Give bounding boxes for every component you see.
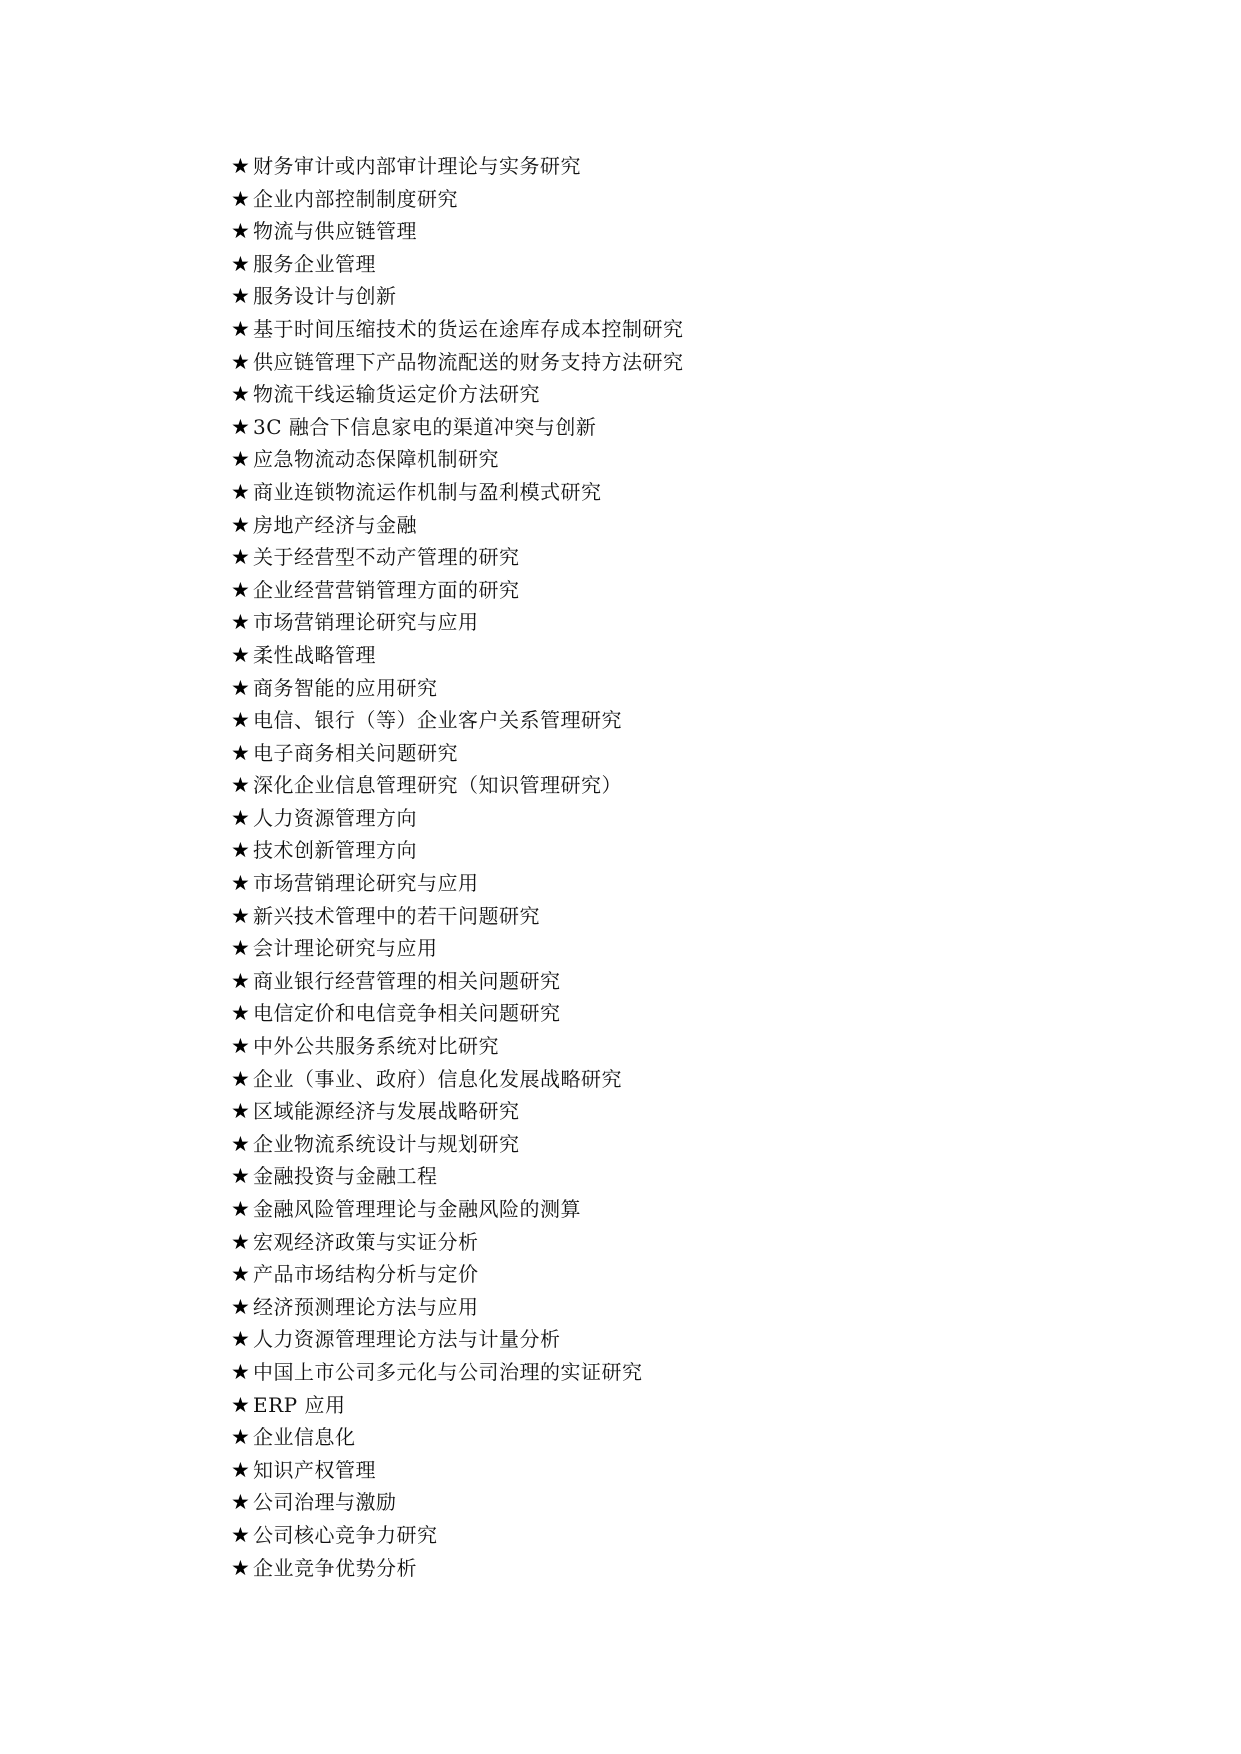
topic-text: 市场营销理论研究与应用 (253, 610, 479, 635)
star-icon: ★ (231, 479, 250, 504)
list-item (231, 476, 684, 509)
star-icon: ★ (231, 805, 250, 830)
list-item (231, 378, 684, 411)
star-icon: ★ (231, 545, 250, 570)
list-item (231, 150, 684, 183)
topic-text: 商务智能的应用研究 (253, 675, 438, 700)
topic-text: 服务设计与创新 (253, 284, 397, 309)
topic-text: 区域能源经济与发展战略研究 (253, 1099, 520, 1124)
star-icon: ★ (231, 740, 250, 765)
list-item (231, 346, 684, 379)
list-item (231, 1519, 684, 1552)
star-icon: ★ (231, 1294, 250, 1319)
star-icon: ★ (231, 1425, 250, 1450)
topic-text: 深化企业信息管理研究（知识管理研究） (253, 773, 622, 798)
list-item (231, 737, 684, 770)
list-item (231, 1063, 684, 1096)
list-item (231, 997, 684, 1030)
list-item (231, 280, 684, 313)
topic-text: 企业信息化 (253, 1425, 356, 1450)
star-icon: ★ (231, 903, 250, 928)
list-item (231, 1291, 684, 1324)
star-icon: ★ (231, 219, 250, 244)
star-icon: ★ (231, 1197, 250, 1221)
topic-text: 电信、银行（等）企业客户关系管理研究 (253, 708, 622, 733)
topic-text: 3C 融合下信息家电的渠道冲突与创新 (253, 414, 597, 439)
star-icon: ★ (231, 968, 250, 993)
star-icon: ★ (231, 773, 250, 798)
list-item (231, 1193, 684, 1226)
topic-text: 企业物流系统设计与规划研究 (253, 1131, 520, 1156)
list-item (231, 769, 684, 802)
list-item (231, 1160, 684, 1193)
star-icon: ★ (231, 284, 250, 309)
list-item (231, 313, 684, 346)
list-item (231, 1226, 684, 1259)
list-item (231, 1095, 684, 1128)
list-item (231, 1552, 684, 1585)
list-item (231, 639, 684, 672)
topic-text: 经济预测理论方法与应用 (253, 1294, 479, 1319)
star-icon: ★ (231, 642, 250, 667)
star-icon: ★ (231, 186, 250, 211)
topic-text: 宏观经济政策与实证分析 (253, 1229, 479, 1254)
star-icon: ★ (231, 871, 250, 896)
star-icon: ★ (231, 382, 250, 407)
topic-text: 企业竞争优势分析 (253, 1555, 417, 1580)
list-item (231, 443, 684, 476)
topic-text: 供应链管理下产品物流配送的财务支持方法研究 (253, 349, 684, 374)
topic-text: 金融风险管理理论与金融风险的测算 (253, 1197, 581, 1221)
list-item (231, 802, 684, 835)
list-item (231, 1421, 684, 1454)
star-icon: ★ (231, 154, 250, 178)
star-icon: ★ (231, 1229, 250, 1254)
topic-text: 财务审计或内部审计理论与实务研究 (253, 154, 581, 178)
list-item (231, 411, 684, 444)
star-icon: ★ (231, 1131, 250, 1156)
topic-text: ERP 应用 (253, 1392, 346, 1417)
topic-text: 产品市场结构分析与定价 (253, 1262, 479, 1287)
list-item (231, 509, 684, 542)
list-item (231, 1030, 684, 1063)
topic-text: 技术创新管理方向 (253, 838, 417, 863)
star-icon: ★ (231, 414, 250, 439)
list-item (231, 965, 684, 998)
list-item (231, 606, 684, 639)
list-item (231, 1389, 684, 1422)
list-item (231, 932, 684, 965)
list-item (231, 541, 684, 574)
topic-text: 企业内部控制制度研究 (253, 186, 458, 211)
list-item (231, 215, 684, 248)
list-item (231, 704, 684, 737)
topic-text: 商业银行经营管理的相关问题研究 (253, 968, 561, 993)
star-icon: ★ (231, 675, 250, 700)
topic-text: 物流与供应链管理 (253, 219, 417, 244)
topic-text: 房地产经济与金融 (253, 512, 417, 537)
topic-text: 应急物流动态保障机制研究 (253, 447, 499, 472)
research-topic-list (231, 150, 684, 1584)
list-item (231, 672, 684, 705)
list-item (231, 1356, 684, 1389)
topic-text: 中国上市公司多元化与公司治理的实证研究 (253, 1359, 643, 1384)
star-icon: ★ (231, 1555, 250, 1580)
topic-text: 中外公共服务系统对比研究 (253, 1034, 499, 1059)
list-item (231, 900, 684, 933)
list-item (231, 867, 684, 900)
star-icon: ★ (231, 1327, 250, 1352)
topic-text: 基于时间压缩技术的货运在途库存成本控制研究 (253, 316, 684, 341)
list-item (231, 1258, 684, 1291)
star-icon: ★ (231, 1359, 250, 1384)
star-icon: ★ (231, 1066, 250, 1091)
topic-text: 关于经营型不动产管理的研究 (253, 545, 520, 570)
topic-text: 知识产权管理 (253, 1457, 376, 1482)
star-icon: ★ (231, 1490, 250, 1515)
star-icon: ★ (231, 316, 250, 341)
list-item (231, 834, 684, 867)
star-icon: ★ (231, 708, 250, 733)
list-item (231, 1454, 684, 1487)
star-icon: ★ (231, 447, 250, 472)
list-item (231, 1486, 684, 1519)
topic-text: 新兴技术管理中的若干问题研究 (253, 903, 540, 928)
star-icon: ★ (231, 936, 250, 961)
topic-text: 柔性战略管理 (253, 642, 376, 667)
star-icon: ★ (231, 251, 250, 276)
star-icon: ★ (231, 1099, 250, 1124)
star-icon: ★ (231, 1001, 250, 1026)
star-icon: ★ (231, 1034, 250, 1059)
star-icon: ★ (231, 838, 250, 863)
star-icon: ★ (231, 512, 250, 537)
topic-text: 人力资源管理方向 (253, 805, 417, 830)
topic-text: 企业经营营销管理方面的研究 (253, 577, 520, 602)
topic-text: 会计理论研究与应用 (253, 936, 438, 961)
star-icon: ★ (231, 1164, 250, 1189)
topic-text: 人力资源管理理论方法与计量分析 (253, 1327, 561, 1352)
topic-text: 市场营销理论研究与应用 (253, 871, 479, 896)
star-icon: ★ (231, 1262, 250, 1287)
star-icon: ★ (231, 610, 250, 635)
list-item (231, 248, 684, 281)
topic-text: 企业（事业、政府）信息化发展战略研究 (253, 1066, 622, 1091)
topic-text: 公司核心竞争力研究 (253, 1522, 438, 1547)
topic-text: 物流干线运输货运定价方法研究 (253, 382, 540, 407)
star-icon: ★ (231, 349, 250, 374)
list-item (231, 574, 684, 607)
star-icon: ★ (231, 577, 250, 602)
topic-text: 电信定价和电信竞争相关问题研究 (253, 1001, 561, 1026)
topic-text: 服务企业管理 (253, 251, 376, 276)
list-item (231, 1128, 684, 1161)
topic-text: 商业连锁物流运作机制与盈利模式研究 (253, 479, 602, 504)
star-icon: ★ (231, 1392, 250, 1417)
star-icon: ★ (231, 1522, 250, 1547)
list-item (231, 183, 684, 216)
topic-text: 金融投资与金融工程 (253, 1164, 438, 1189)
topic-text: 电子商务相关问题研究 (253, 740, 458, 765)
list-item (231, 1323, 684, 1356)
topic-text: 公司治理与激励 (253, 1490, 397, 1515)
star-icon: ★ (231, 1457, 250, 1482)
